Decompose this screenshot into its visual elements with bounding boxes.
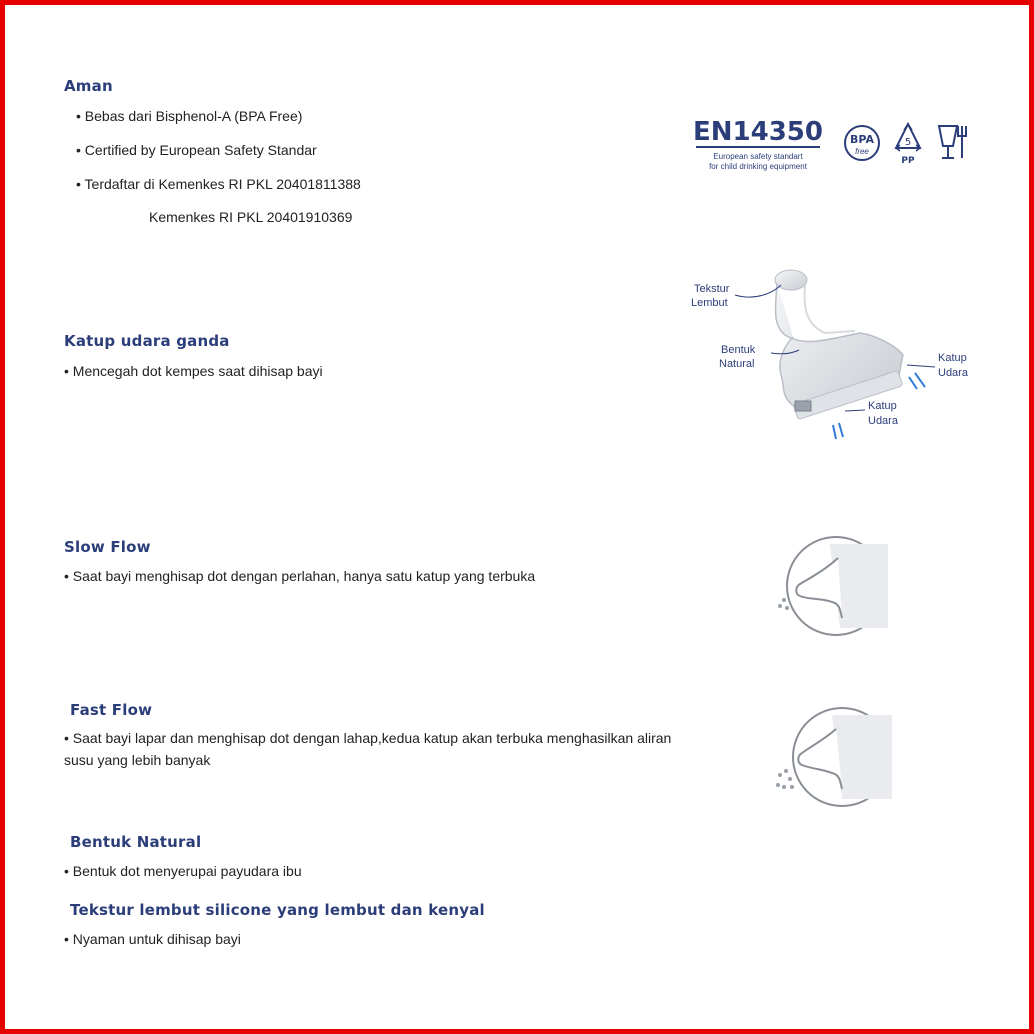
slow-flow-illustration [770,530,900,642]
bentuk-natural-bullet-1: • Bentuk dot menyerupai payudara ibu [64,863,302,879]
section-title-katup: Katup udara ganda [64,332,230,350]
recycle-number: 5 [904,137,912,148]
label-bentuk-1: Bentuk [721,344,756,356]
en14350-text: EN14350 [693,117,823,147]
teat-image [775,270,903,420]
section-title-tekstur: Tekstur lembut silicone yang lembut dan kenyal [70,901,485,919]
bpa-free-icon [845,126,879,160]
label-katup-right-2: Udara [938,367,968,379]
tekstur-bullet-1: • Nyaman untuk dihisap bayi [64,931,241,947]
label-tekstur-1: Tekstur [694,283,730,295]
aman-bullet-3-continuation: Kemenkes RI PKL 20401910369 [149,209,353,225]
label-tekstur-2: Lembut [691,297,728,309]
section-title-bentuk-natural: Bentuk Natural [70,833,202,851]
slow-flow-bullet-1: • Saat bayi menghisap dot dengan perlahan, hanya satu katup yang terbuka [64,568,536,584]
bpa-free-text: free [855,147,869,156]
section-title-aman: Aman [64,77,113,95]
label-katup-right-1: Katup [938,352,967,364]
recycle-label: PP [901,156,915,166]
aman-bullet-1: • Bebas dari Bisphenol-A (BPA Free) [76,108,303,124]
teat-diagram [685,265,985,460]
bpa-text: BPA [850,133,874,146]
en14350-caption-1: European safety standart [713,152,803,161]
food-safe-icon [939,126,966,158]
recycle-pp-icon [896,124,920,166]
section-title-fast-flow: Fast Flow [70,701,153,719]
en14350-caption-2: for child drinking equipment [709,162,807,171]
katup-bullet-1: • Mencegah dot kempes saat dihisap bayi [64,363,323,379]
aman-bullet-3: • Terdaftar di Kemenkes RI PKL 20401811388 [76,176,361,192]
en14350-logo [693,117,823,171]
milk-drops-icon [778,598,789,610]
certification-logos [690,110,980,180]
label-bentuk-2: Natural [719,358,755,370]
label-katup-bottom-2: Udara [868,415,898,427]
milk-drops-icon [776,769,794,789]
aman-bullet-2: • Certified by European Safety Standar [76,142,317,158]
label-katup-bottom-1: Katup [868,400,897,412]
fast-flow-illustration [770,705,900,815]
fast-flow-bullet-1: • Saat bayi lapar dan menghisap dot dengan lahap,kedua katup akan terbuka menghasilkan aliran susu yang lebih banyak [64,730,672,768]
section-title-slow-flow: Slow Flow [64,538,151,556]
